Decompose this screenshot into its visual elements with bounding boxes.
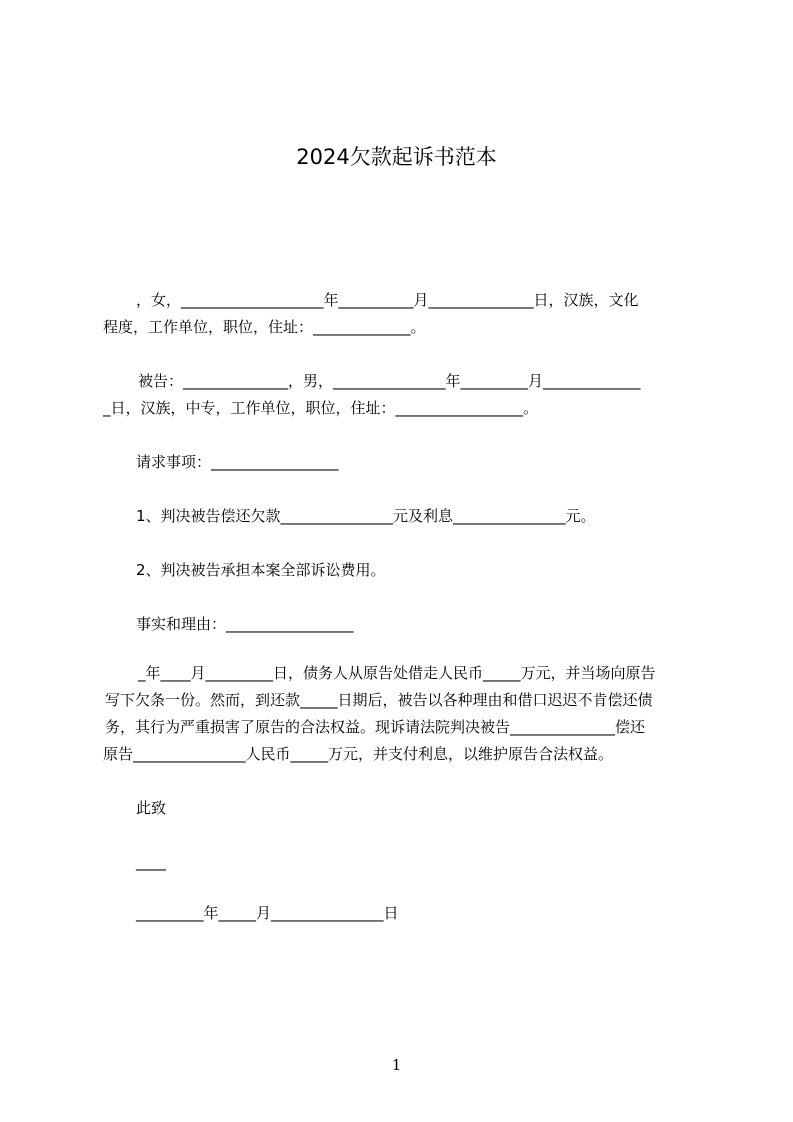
closing-salutation: 此致 bbox=[136, 799, 167, 817]
facts-heading: 事实和理由：_________________ bbox=[136, 615, 354, 633]
claim-item-2: 2、判决被告承担本案全部诉讼费用。 bbox=[136, 561, 386, 579]
plaintiff-info-line-2: 程度，工作单位，职位，住址：_____________。 bbox=[103, 318, 426, 336]
facts-paragraph-line-1: _年____月_________日，债务人从原告处借走人民币_____万元，并当场向原告 bbox=[138, 664, 656, 682]
defendant-info-line-2: _日，汉族，中专，工作单位，职位，住址：_________________。 bbox=[103, 399, 539, 417]
facts-paragraph-line-2: 写下欠条一份。然而，到还款_____日期后，被告以各种理由和借口迟迟不肯偿还债 bbox=[105, 691, 653, 709]
claims-heading: 请求事项：_________________ bbox=[136, 453, 339, 471]
document-title: 2024欠款起诉书范本 bbox=[296, 145, 497, 169]
facts-paragraph-line-3: 务，其行为严重损害了原告的合法权益。现诉请法院判决被告______________偿还 bbox=[105, 718, 646, 736]
defendant-info-line-1: 被告：______________，男，_______________年_________月_____________ bbox=[138, 372, 641, 390]
facts-paragraph-line-4: 原告_______________人民币_____万元，并支付利息，以维护原告合法权益。 bbox=[103, 745, 614, 763]
claim-item-1: 1、判决被告偿还欠款_______________元及利息_______________元。 bbox=[136, 507, 596, 525]
plaintiff-info-line-1: ，女，___________________年__________月______________日，汉族，文化 bbox=[136, 291, 639, 309]
page-number: 1 bbox=[391, 1056, 402, 1074]
recipient-blank: ____ bbox=[136, 853, 166, 871]
signature-date-line: _________年_____月_______________日 bbox=[136, 904, 399, 922]
